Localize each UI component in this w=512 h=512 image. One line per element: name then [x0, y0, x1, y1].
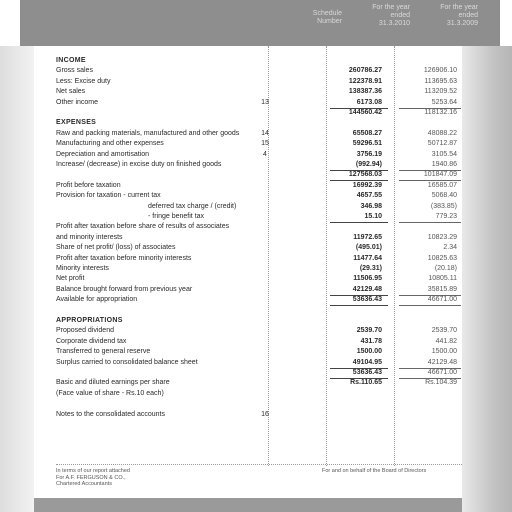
- row-label: deferred tax charge / (credit): [148, 203, 237, 210]
- header-line: 31.3.2009: [446, 20, 478, 27]
- row-label: Proposed dividend: [56, 327, 114, 334]
- row-label: Less: Excise duty: [56, 78, 111, 85]
- previous-year-value: 46671.00: [427, 296, 457, 303]
- previous-year-value: 126906.10: [423, 67, 457, 74]
- row-label: APPROPRIATIONS: [56, 317, 123, 324]
- previous-year-value: (383.85): [430, 203, 457, 210]
- table-row: [56, 306, 462, 316]
- previous-year-header: [418, 4, 478, 28]
- header-line: Schedule: [312, 10, 342, 17]
- row-label: Depreciation and amortisation: [56, 151, 149, 158]
- current-year-value: 11477.64: [353, 255, 382, 262]
- auditor-signature-block: [56, 468, 130, 488]
- current-year-value: 49104.95: [352, 359, 382, 366]
- current-year-value: 144560.42: [348, 109, 382, 116]
- total-rule: [330, 295, 388, 296]
- header-line: ended: [458, 12, 478, 19]
- row-label: INCOME: [56, 57, 86, 64]
- total-rule: [399, 108, 461, 109]
- previous-year-value: 779.23: [435, 213, 457, 220]
- previous-year-value: 118132.16: [424, 109, 457, 116]
- schedule-header: [288, 10, 342, 26]
- current-year-value: 6173.08: [356, 99, 382, 106]
- table-row: [56, 129, 462, 139]
- row-label: Corporate dividend tax: [56, 338, 127, 345]
- row-label: Minority interests: [56, 265, 109, 272]
- row-label: Share of net profit/ (loss) of associates: [56, 244, 176, 251]
- table-bottom-divider: [56, 464, 462, 465]
- current-year-value: 15.10: [364, 213, 382, 220]
- previous-year-value: 10823.29: [427, 234, 457, 241]
- current-year-value: 11972.65: [353, 234, 382, 241]
- row-label: EXPENSES: [56, 119, 97, 126]
- table-row: [56, 181, 462, 191]
- table-row: [56, 87, 462, 97]
- row-label: Provision for taxation - current tax: [56, 192, 161, 199]
- previous-year-value: 5253.64: [431, 99, 457, 106]
- current-year-value: 138387.36: [348, 88, 382, 95]
- previous-year-value: 3105.54: [431, 151, 457, 158]
- total-rule: [399, 295, 461, 296]
- current-year-value: 346.98: [360, 203, 382, 210]
- footer-line: Chartered Accountants: [56, 481, 112, 487]
- footer-line: In terms of our report attached: [56, 468, 130, 474]
- page-shadow-right: [462, 46, 512, 512]
- table-row: [56, 160, 462, 170]
- table-row: [56, 77, 462, 87]
- current-year-value: 42129.48: [352, 286, 382, 293]
- current-year-value: 260786.27: [348, 67, 382, 74]
- previous-year-value: 42129.48: [427, 359, 457, 366]
- table-row: [56, 191, 462, 201]
- row-label: Manufacturing and other expenses: [56, 140, 164, 147]
- row-label: Available for appropriation: [56, 296, 138, 303]
- total-rule: [330, 222, 388, 223]
- table-row: [56, 222, 462, 232]
- current-year-value: (29.31): [359, 265, 382, 272]
- table-row: [56, 202, 462, 212]
- total-rule: [330, 368, 388, 369]
- table-row: [56, 410, 462, 420]
- table-row: [56, 358, 462, 368]
- table-row: [56, 108, 462, 118]
- table-row: [56, 139, 462, 149]
- table-row: [56, 399, 462, 409]
- current-year-value: 122378.91: [348, 78, 382, 85]
- table-row: [56, 66, 462, 76]
- previous-year-value: 35815.89: [427, 286, 457, 293]
- current-year-value: 53636.43: [352, 369, 382, 376]
- row-label: - fringe benefit tax: [148, 213, 205, 220]
- row-label: Surplus carried to consolidated balance sheet: [56, 359, 198, 366]
- table-row: [56, 264, 462, 274]
- row-label: Notes to the consolidated accounts: [56, 411, 165, 418]
- previous-year-value: 10825.63: [427, 255, 457, 262]
- previous-year-value: 2.34: [443, 244, 457, 251]
- previous-year-value: 16585.07: [427, 182, 457, 189]
- footer-line: For A.F. FERGUSON & CO.,: [56, 474, 126, 481]
- table-row: [56, 326, 462, 336]
- current-year-value: 3756.19: [356, 151, 382, 158]
- current-year-value: (495.01): [355, 244, 382, 251]
- table-row: [56, 212, 462, 222]
- current-year-value: 16992.39: [352, 182, 382, 189]
- row-label: (Face value of share - Rs.10 each): [56, 390, 164, 397]
- header-line: 31.3.2010: [378, 20, 410, 27]
- current-year-value: 11506.95: [353, 275, 382, 282]
- table-row: [56, 150, 462, 160]
- row-label: Net profit: [56, 275, 85, 282]
- current-year-value: 65508.27: [352, 130, 382, 137]
- board-signature-block: [322, 468, 426, 475]
- table-row: [56, 295, 462, 305]
- current-year-value: 59296.51: [352, 140, 382, 147]
- total-rule: [330, 108, 388, 109]
- table-row: [56, 98, 462, 108]
- schedule-number: 14: [261, 130, 269, 137]
- schedule-number: 13: [261, 99, 269, 106]
- previous-year-value: 2539.70: [431, 327, 457, 334]
- table-row: [56, 378, 462, 388]
- previous-year-value: (20.18): [434, 265, 457, 272]
- schedule-number: 16: [261, 411, 269, 418]
- previous-year-value: 1940.86: [431, 161, 457, 168]
- table-row: [56, 243, 462, 253]
- previous-year-value: 113695.63: [424, 78, 457, 85]
- row-label: Raw and packing materials, manufactured and other goods: [56, 130, 240, 137]
- table-row: [56, 233, 462, 243]
- row-label: Increase/ (decrease) in excise duty on finished goods: [56, 161, 222, 168]
- header-line: ended: [390, 12, 410, 19]
- previous-year-value: 441.82: [435, 338, 457, 345]
- table-row: [56, 389, 462, 399]
- header-line: Number: [317, 18, 342, 25]
- previous-year-value: 50712.87: [427, 140, 457, 147]
- current-year-value: 2539.70: [356, 327, 382, 334]
- current-year-header: [342, 4, 410, 28]
- previous-year-value: 46671.00: [427, 369, 457, 376]
- total-rule: [399, 368, 461, 369]
- header-line: For the year: [372, 4, 410, 11]
- previous-year-value: 48088.22: [427, 130, 457, 137]
- table-row: [56, 347, 462, 357]
- row-label: Profit after taxation before minority interests: [56, 255, 192, 262]
- row-label: Balance brought forward from previous year: [56, 286, 193, 293]
- current-year-value: (992.94): [355, 161, 382, 168]
- current-year-value: 127568.03: [348, 171, 382, 178]
- header-line: For the year: [440, 4, 478, 11]
- total-rule: [399, 222, 461, 223]
- table-row: [56, 285, 462, 295]
- row-label: Profit after taxation before share of results of associates: [56, 223, 230, 230]
- row-label: Other income: [56, 99, 99, 106]
- schedule-number: 15: [261, 140, 269, 147]
- row-label: Transferred to general reserve: [56, 348, 151, 355]
- current-year-value: 4657.55: [356, 192, 382, 199]
- row-label: Gross sales: [56, 67, 93, 74]
- total-rule: [330, 170, 388, 171]
- row-label: Net sales: [56, 88, 86, 95]
- current-year-value: 1500.00: [356, 348, 382, 355]
- section-heading-row: [56, 56, 462, 66]
- previous-year-value: 113209.52: [424, 88, 457, 95]
- row-label: Basic and diluted earnings per share: [56, 379, 170, 386]
- current-year-value: 431.78: [360, 338, 382, 345]
- previous-year-value: 10805.11: [428, 275, 457, 282]
- table-row: [56, 274, 462, 284]
- row-label: and minority interests: [56, 234, 123, 241]
- footer-line: For and on behalf of the Board of Directors: [322, 468, 427, 474]
- row-label: Profit before taxation: [56, 182, 121, 189]
- table-row: [56, 254, 462, 264]
- current-year-value: Rs.110.65: [350, 379, 382, 386]
- previous-year-value: 1500.00: [431, 348, 457, 355]
- schedule-number: 4: [263, 151, 267, 158]
- section-heading-row: [56, 118, 462, 128]
- previous-year-value: 101847.09: [423, 171, 457, 178]
- previous-year-value: 5068.40: [431, 192, 457, 199]
- current-year-value: 53636.43: [352, 296, 382, 303]
- page-shadow-left: [0, 46, 34, 512]
- previous-year-value: Rs.104.39: [425, 379, 457, 386]
- page-shadow-bottom: [34, 498, 462, 512]
- section-heading-row: [56, 316, 462, 326]
- table-row: [56, 170, 462, 180]
- table-header: [20, 0, 500, 46]
- table-row: [56, 368, 462, 378]
- total-rule: [399, 170, 461, 171]
- table-row: [56, 337, 462, 347]
